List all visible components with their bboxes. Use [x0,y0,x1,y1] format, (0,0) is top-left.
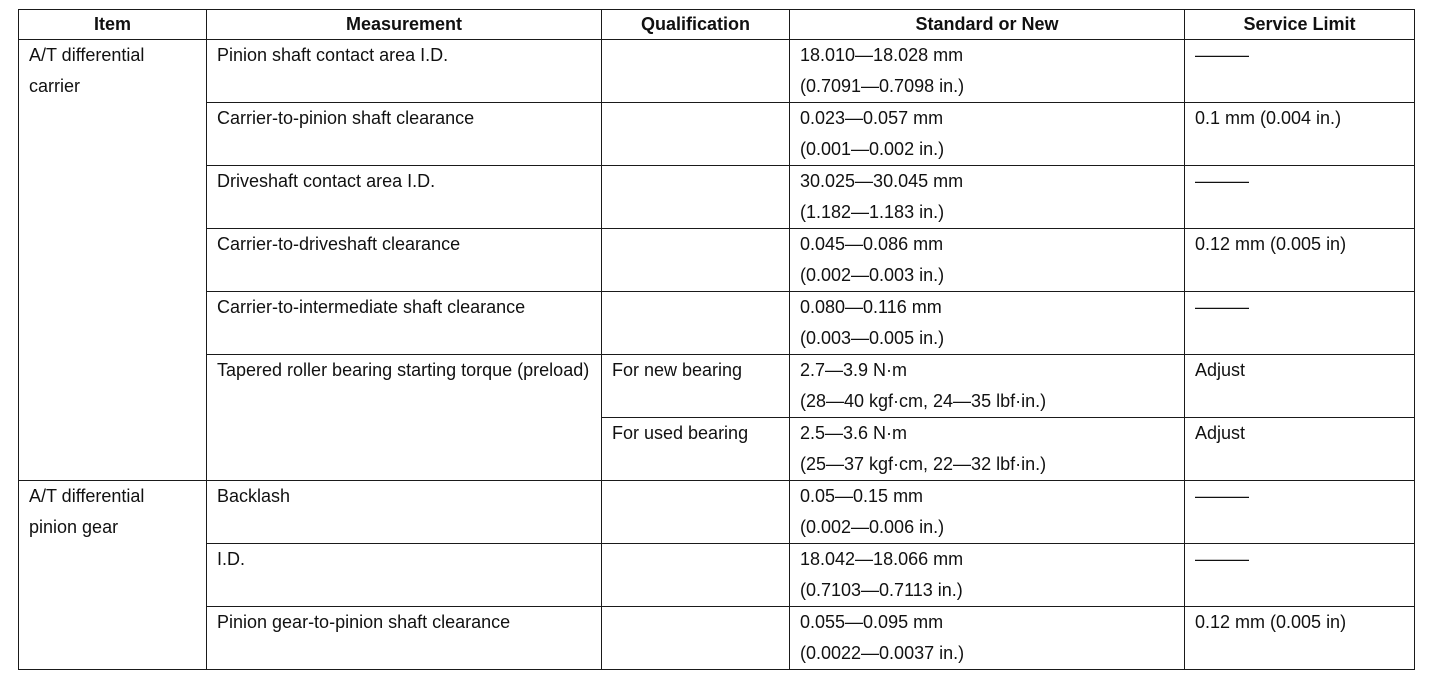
service-limit-cell: ——— [1185,166,1415,229]
standard-imperial: (0.001—0.002 in.) [800,139,945,159]
measurement-cell: Driveshaft contact area I.D. [207,166,602,229]
standard-cell [790,481,1185,544]
qualification-cell: For new bearing [602,355,790,418]
measurement-cell: Carrier-to-intermediate shaft clearance [207,292,602,355]
standard-metric: 0.05—0.15 mm [800,486,924,506]
standard-metric: 2.7—3.9 N·m [800,360,908,380]
table-row [19,481,1415,544]
standard-cell [790,544,1185,607]
table-row [19,166,1415,229]
qualification-cell: For used bearing [602,418,790,481]
measurement-cell: I.D. [207,544,602,607]
standard-metric: 0.045—0.086 mm [800,234,944,254]
standard-imperial: (0.0022—0.0037 in.) [800,643,965,663]
table-row [19,607,1415,670]
standard-cell [790,292,1185,355]
standard-imperial: (1.182—1.183 in.) [800,202,945,222]
measurement-cell: Carrier-to-driveshaft clearance [207,229,602,292]
qualification-cell [602,481,790,544]
table-row [19,103,1415,166]
qualification-cell [602,166,790,229]
service-limit-cell: ——— [1185,292,1415,355]
standard-cell [790,103,1185,166]
standard-imperial: (0.002—0.006 in.) [800,517,945,537]
standard-metric: 0.023—0.057 mm [800,108,944,128]
service-limit-cell: Adjust [1185,355,1415,418]
standard-imperial: (0.7091—0.7098 in.) [800,76,965,96]
standard-cell [790,229,1185,292]
qualification-cell [602,607,790,670]
qualification-cell [602,292,790,355]
standard-cell [790,607,1185,670]
service-limit-cell: 0.1 mm (0.004 in.) [1185,103,1415,166]
qualification-cell [602,229,790,292]
table-row [19,229,1415,292]
standard-metric: 18.042—18.066 mm [800,549,964,569]
header-measurement: Measurement [207,10,602,40]
qualification-cell [602,40,790,103]
header-qualification: Qualification [602,10,790,40]
table-row [19,40,1415,103]
service-limit-cell: 0.12 mm (0.005 in) [1185,229,1415,292]
standard-imperial: (25—37 kgf·cm, 22—32 lbf·in.) [800,454,1047,474]
qualification-cell [602,544,790,607]
header-row [19,10,1415,40]
qualification-cell [602,103,790,166]
header-item: Item [19,10,207,40]
table-row [19,355,1415,418]
standard-cell [790,418,1185,481]
standard-imperial: (0.7103—0.7113 in.) [800,580,963,600]
standard-metric: 30.025—30.045 mm [800,171,964,191]
header-standard: Standard or New [790,10,1185,40]
standard-cell [790,166,1185,229]
item-cell: A/T differential pinion gear [19,481,207,670]
measurement-cell: Pinion gear-to-pinion shaft clearance [207,607,602,670]
measurement-cell: Carrier-to-pinion shaft clearance [207,103,602,166]
standard-imperial: (28—40 kgf·cm, 24—35 lbf·in.) [800,391,1047,411]
standard-imperial: (0.002—0.003 in.) [800,265,945,285]
header-service-limit: Service Limit [1185,10,1415,40]
service-limit-cell: ——— [1185,40,1415,103]
service-limit-cell: ——— [1185,481,1415,544]
standard-metric: 18.010—18.028 mm [800,45,964,65]
standard-cell [790,40,1185,103]
service-spec-table [18,9,1415,670]
table-row [19,292,1415,355]
service-limit-cell: ——— [1185,544,1415,607]
standard-metric: 0.080—0.116 mm [800,297,942,317]
measurement-cell: Backlash [207,481,602,544]
service-limit-cell: 0.12 mm (0.005 in) [1185,607,1415,670]
item-cell: A/T differential carrier [19,40,207,481]
standard-metric: 2.5—3.6 N·m [800,423,908,443]
standard-metric: 0.055—0.095 mm [800,612,944,632]
standard-cell [790,355,1185,418]
measurement-cell: Tapered roller bearing starting torque (preload) [207,355,602,481]
measurement-cell: Pinion shaft contact area I.D. [207,40,602,103]
table-row [19,544,1415,607]
standard-imperial: (0.003—0.005 in.) [800,328,945,348]
service-limit-cell: Adjust [1185,418,1415,481]
